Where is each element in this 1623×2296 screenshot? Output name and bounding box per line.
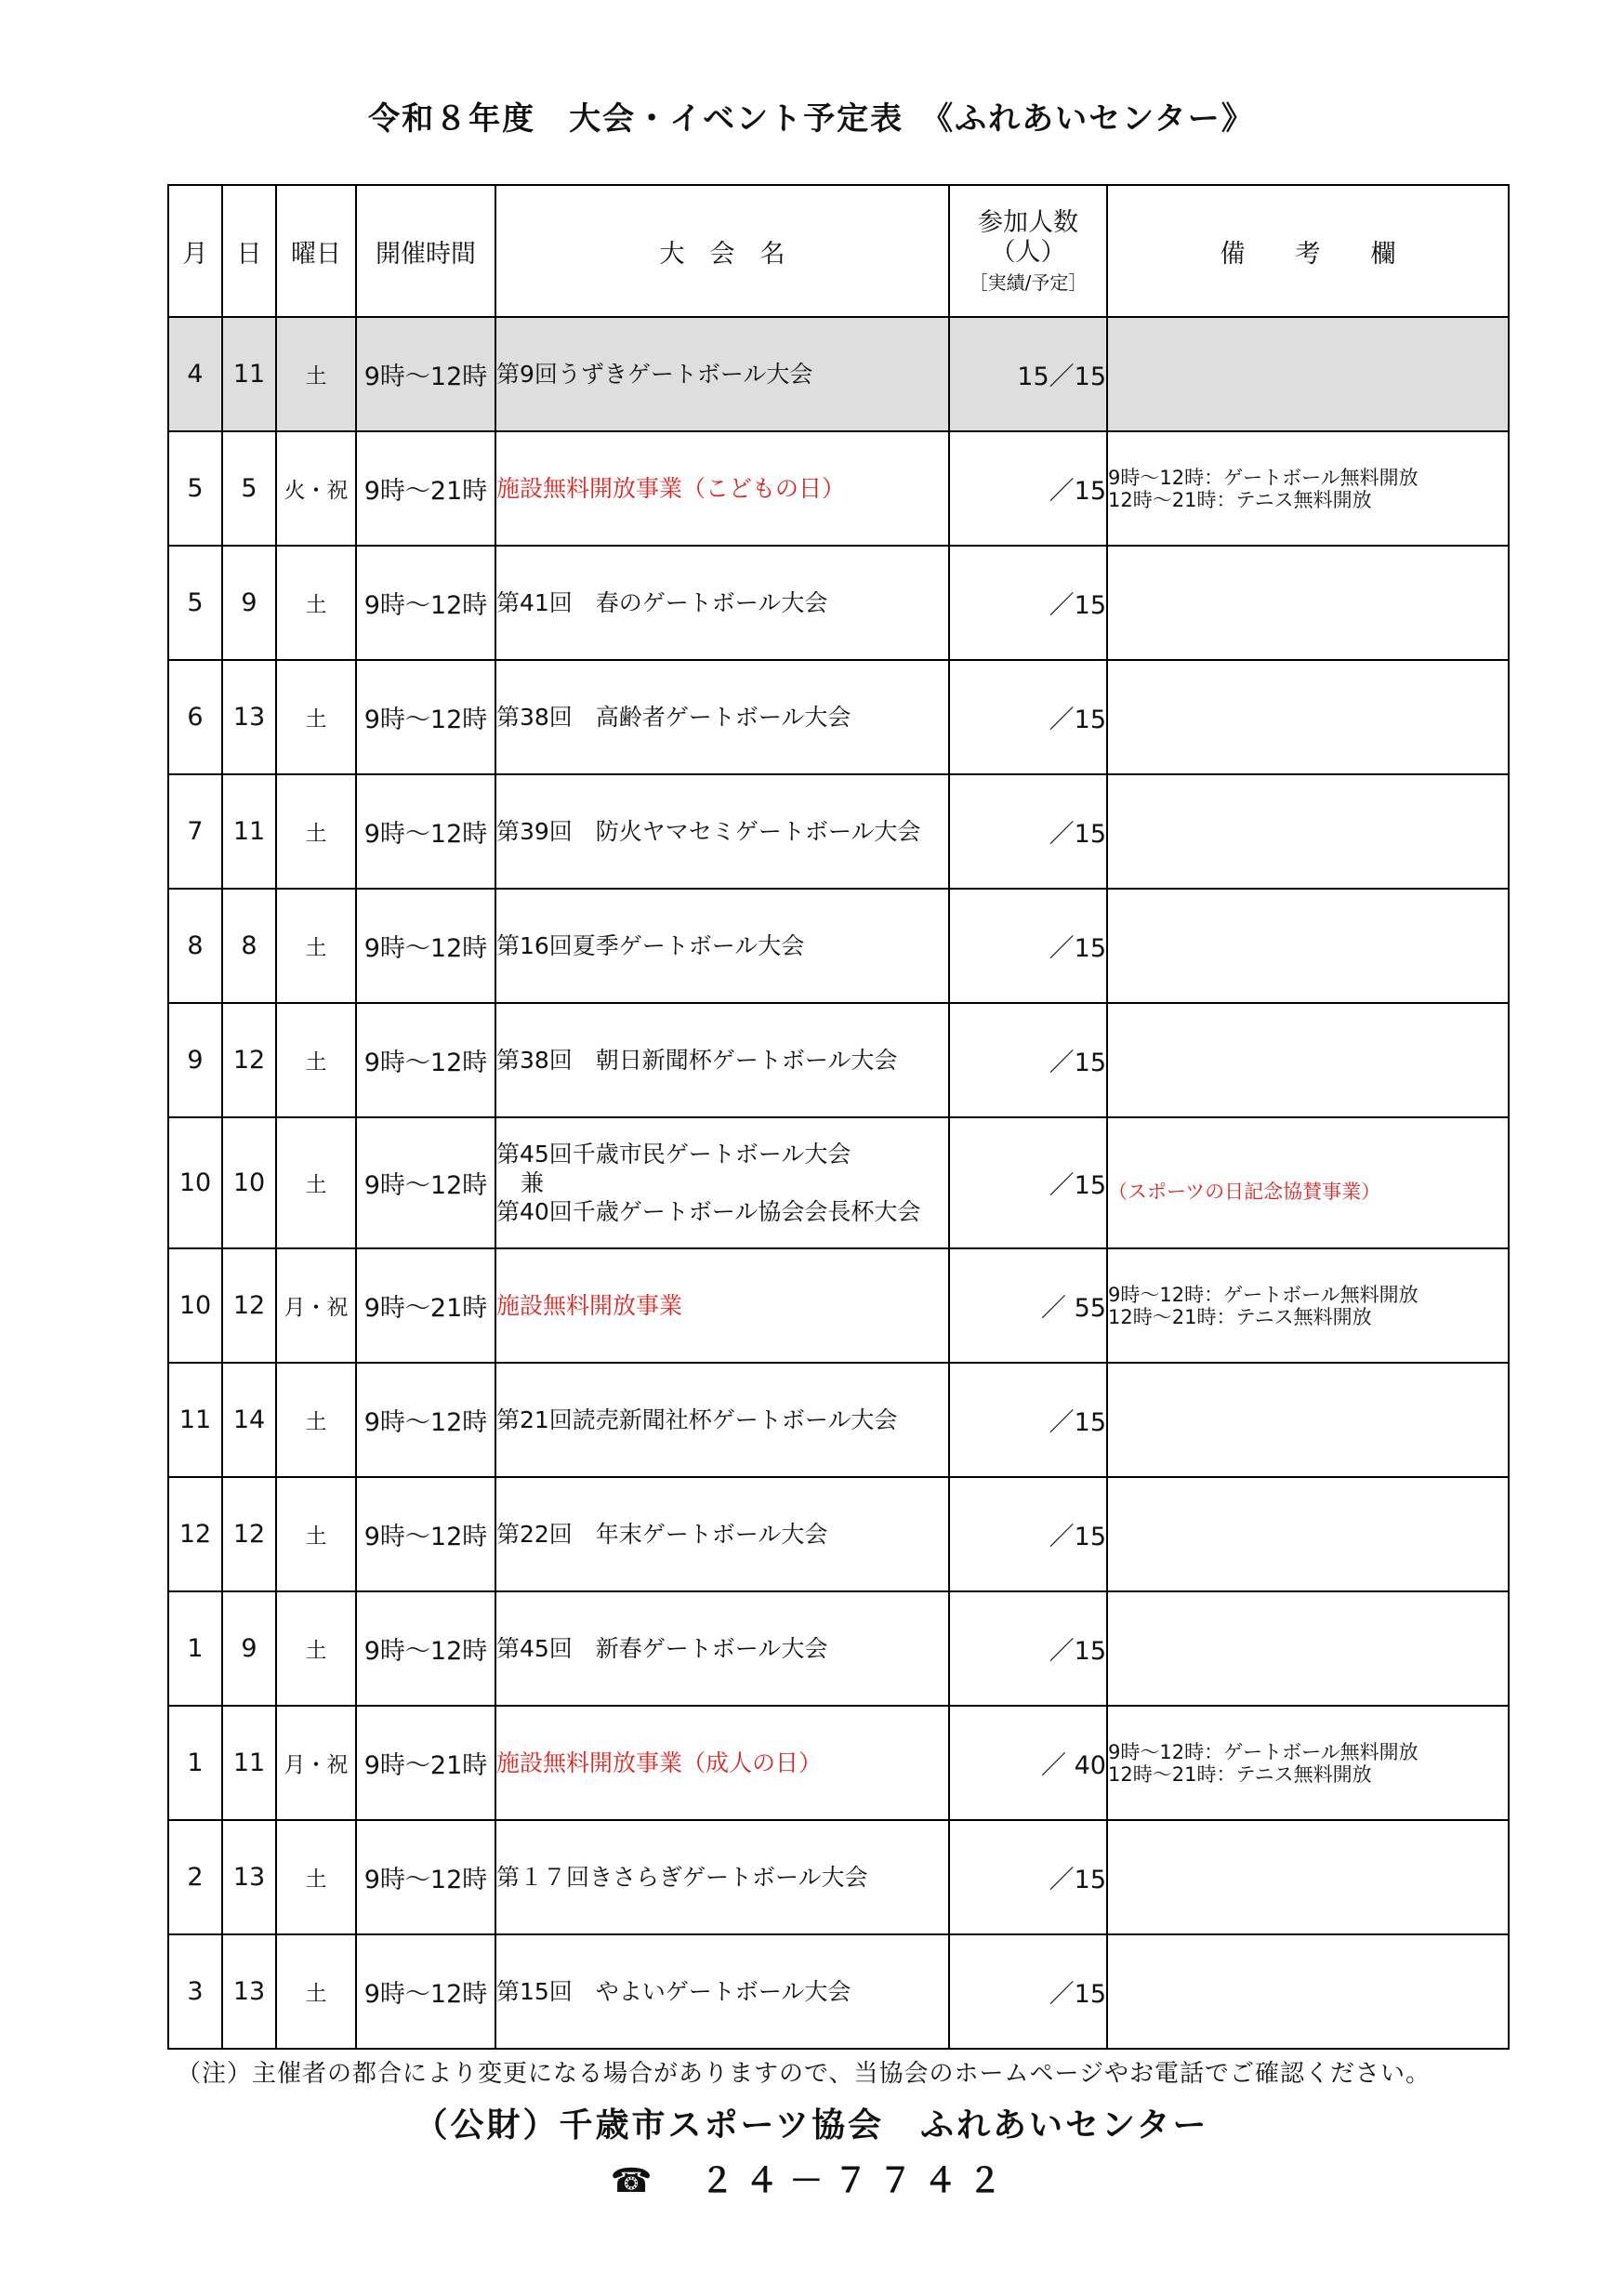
cell-event: 施設無料開放事業（成人の日） [495,1706,949,1820]
table-row [168,774,1509,889]
cell-time: 9時～12時 [356,1820,495,1934]
cell-participants: ／15 [949,889,1107,1003]
table-row [168,546,1509,660]
table-row [168,660,1509,774]
cell-time: 9時～21時 [356,431,495,546]
cell-time: 9時～12時 [356,774,495,889]
cell-event: 第39回 防火ヤマセミゲートボール大会 [495,774,949,889]
telephone-number: ２４－７７４２ [700,2162,1013,2200]
cell-remarks [1107,1003,1509,1117]
cell-day: 12 [222,1477,276,1591]
cell-month: 10 [168,1248,222,1363]
table-row [168,431,1509,546]
cell-participants: ／15 [949,1363,1107,1477]
cell-time: 9時～12時 [356,317,495,431]
cell-time: 9時～12時 [356,546,495,660]
cell-month: 8 [168,889,222,1003]
cell-month: 1 [168,1706,222,1820]
cell-day: 11 [222,317,276,431]
cell-participants: ／15 [949,774,1107,889]
cell-day: 13 [222,1934,276,2049]
table-row [168,1248,1509,1363]
cell-month: 9 [168,1003,222,1117]
cell-day: 5 [222,431,276,546]
cell-time: 9時～21時 [356,1706,495,1820]
event-line: 第45回千歳市民ゲートボール大会 [496,1141,851,1168]
cell-event: 第16回夏季ゲートボール大会 [495,889,949,1003]
telephone [0,2155,1623,2202]
cell-event: 施設無料開放事業 [495,1248,949,1363]
cell-weekday: 月・祝 [276,1248,356,1363]
remarks-line: 12時～21時：テニス無料開放 [1108,1305,1372,1328]
cell-time: 9時～12時 [356,889,495,1003]
cell-weekday: 土 [276,317,356,431]
header-participants-line3: ［実績/予定］ [969,271,1088,294]
cell-remarks [1107,774,1509,889]
cell-month: 7 [168,774,222,889]
cell-remarks [1107,546,1509,660]
cell-month: 5 [168,546,222,660]
cell-event: 第45回 新春ゲートボール大会 [495,1591,949,1706]
cell-weekday: 土 [276,1117,356,1248]
cell-event: 施設無料開放事業（こどもの日） [495,431,949,546]
cell-time: 9時～12時 [356,1003,495,1117]
cell-month: 6 [168,660,222,774]
cell-time: 9時～12時 [356,1591,495,1706]
cell-remarks [1107,660,1509,774]
cell-day: 9 [222,546,276,660]
table-row [168,1820,1509,1934]
header-participants [949,185,1107,317]
cell-month: 5 [168,431,222,546]
cell-time: 9時～12時 [356,1934,495,2049]
header-weekday: 曜日 [276,185,356,317]
cell-time: 9時～21時 [356,1248,495,1363]
cell-month: 4 [168,317,222,431]
cell-month: 2 [168,1820,222,1934]
cell-weekday: 土 [276,1934,356,2049]
cell-remarks [1107,1934,1509,2049]
cell-weekday: 火・祝 [276,431,356,546]
header-participants-line2: （人） [990,237,1066,267]
cell-participants: ／15 [949,1934,1107,2049]
cell-day: 14 [222,1363,276,1477]
cell-remarks [1107,1248,1509,1363]
remarks-line: 12時～21時：テニス無料開放 [1108,1762,1372,1786]
cell-day: 12 [222,1248,276,1363]
cell-weekday: 土 [276,1591,356,1706]
cell-participants: ／ 40 [949,1706,1107,1820]
cell-weekday: 土 [276,774,356,889]
cell-participants: 15／15 [949,317,1107,431]
table-row [168,1003,1509,1117]
table-row [168,1591,1509,1706]
event-line: 兼 [521,1169,545,1196]
cell-month: 1 [168,1591,222,1706]
cell-participants: ／15 [949,1477,1107,1591]
cell-day: 13 [222,660,276,774]
header-month: 月 [168,185,222,317]
cell-day: 10 [222,1117,276,1248]
cell-month: 10 [168,1117,222,1248]
cell-remarks [1107,431,1509,546]
cell-participants: ／15 [949,1003,1107,1117]
cell-day: 11 [222,1706,276,1820]
table-row [168,317,1509,431]
page-title: 令和８年度 大会・イベント予定表 《ふれあいセンター》 [368,100,1255,138]
table-header-row [168,185,1509,317]
table-row [168,1934,1509,2049]
cell-time: 9時～12時 [356,660,495,774]
remarks-line: （スポーツの日記念協賛事業） [1108,1180,1381,1203]
cell-event: 第38回 高齢者ゲートボール大会 [495,660,949,774]
phone-icon: ☎ [610,2162,664,2200]
remarks-line: 9時～12時：ゲートボール無料開放 [1108,466,1418,489]
cell-remarks [1107,1117,1509,1248]
cell-participants: ／15 [949,546,1107,660]
cell-event: 第9回うずきゲートボール大会 [495,317,949,431]
cell-day: 8 [222,889,276,1003]
cell-month: 3 [168,1934,222,2049]
cell-day: 12 [222,1003,276,1117]
cell-day: 11 [222,774,276,889]
cell-weekday: 土 [276,1820,356,1934]
cell-event: 第41回 春のゲートボール大会 [495,546,949,660]
schedule-table [167,184,1510,2050]
cell-participants: ／15 [949,431,1107,546]
cell-weekday: 土 [276,889,356,1003]
header-event: 大 会 名 [495,185,949,317]
cell-weekday: 土 [276,546,356,660]
cell-participants: ／15 [949,1591,1107,1706]
cell-remarks [1107,1706,1509,1820]
cell-event: 第15回 やよいゲートボール大会 [495,1934,949,2049]
table-row [168,1117,1509,1248]
header-remarks: 備 考 欄 [1107,185,1509,317]
cell-day: 9 [222,1591,276,1706]
table-row [168,889,1509,1003]
cell-participants: ／15 [949,660,1107,774]
table-row [168,1363,1509,1477]
cell-time: 9時～12時 [356,1117,495,1248]
header-time: 開催時間 [356,185,495,317]
cell-remarks [1107,1591,1509,1706]
cell-month: 12 [168,1477,222,1591]
cell-remarks [1107,1363,1509,1477]
cell-weekday: 土 [276,1477,356,1591]
header-day: 日 [222,185,276,317]
table-row [168,1706,1509,1820]
cell-weekday: 土 [276,660,356,774]
cell-event [495,1117,949,1248]
cell-participants: ／ 55 [949,1248,1107,1363]
event-line: 第40回千歳ゲートボール協会会長杯大会 [496,1198,921,1225]
cell-remarks [1107,317,1509,431]
cell-time: 9時～12時 [356,1477,495,1591]
cell-event: 第38回 朝日新聞杯ゲートボール大会 [495,1003,949,1117]
cell-weekday: 土 [276,1003,356,1117]
remarks-line: 12時～21時：テニス無料開放 [1108,488,1372,511]
cell-event: 第22回 年末ゲートボール大会 [495,1477,949,1591]
cell-remarks [1107,1477,1509,1591]
cell-event: 第１７回きさらぎゲートボール大会 [495,1820,949,1934]
header-participants-line1: 参加人数 [978,207,1078,237]
cell-participants: ／15 [949,1820,1107,1934]
remarks-line: 9時～12時：ゲートボール無料開放 [1108,1740,1418,1763]
cell-time: 9時～12時 [356,1363,495,1477]
organization-name: （公財）千歳市スポーツ協会 ふれあいセンター [414,2106,1209,2144]
table-row [168,1477,1509,1591]
cell-remarks [1107,1820,1509,1934]
cell-weekday: 月・祝 [276,1706,356,1820]
footnote: （注）主催者の都合により変更になる場合がありますので、当協会のホームページやお電話でご確認ください。 [177,2060,1431,2088]
cell-participants: ／15 [949,1117,1107,1248]
cell-event: 第21回読売新聞社杯ゲートボール大会 [495,1363,949,1477]
cell-day: 13 [222,1820,276,1934]
cell-remarks [1107,889,1509,1003]
remarks-line: 9時～12時：ゲートボール無料開放 [1108,1283,1418,1306]
cell-month: 11 [168,1363,222,1477]
cell-weekday: 土 [276,1363,356,1477]
